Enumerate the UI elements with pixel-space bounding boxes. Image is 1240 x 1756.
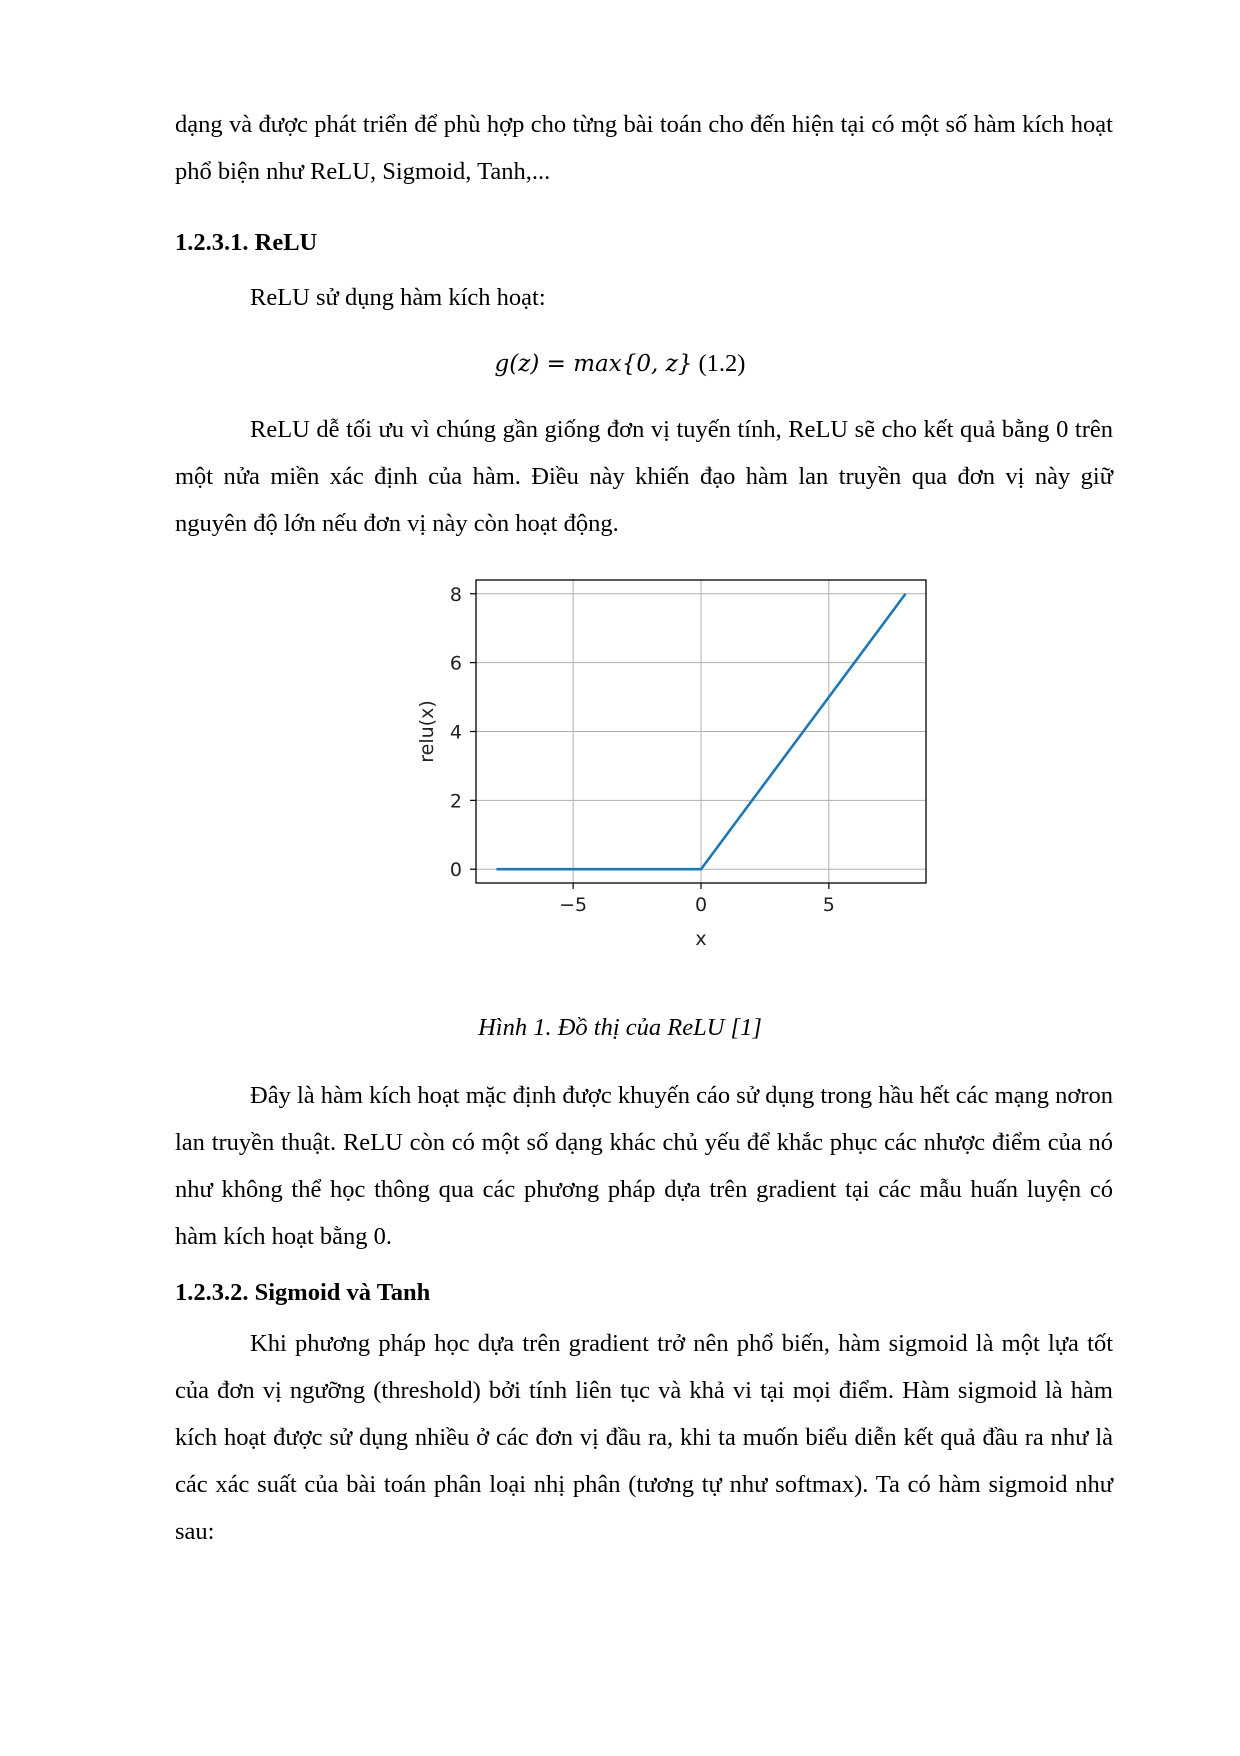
figure-caption: Hình 1. Đồ thị của ReLU [1] <box>478 1014 762 1041</box>
paragraph-intro: dạng và được phát triển để phù hợp cho từng bài toán cho đến hiện tại có một số hàm kích hoạt phổ biện như ReLU, Sigmoid, Tanh,... <box>175 111 1113 185</box>
y-tick-label: 6 <box>449 652 462 675</box>
x-axis-label: x <box>695 928 707 950</box>
x-tick-label: 0 <box>694 894 708 916</box>
relu-chart <box>400 570 940 980</box>
paragraph-relu-default: Đây là hàm kích hoạt mặc định được khuyến cáo sử dụng trong hầu hết các mạng nơron lan truyền thuật. ReLU còn có một số dạng khác chủ yếu để khắc phục các nhược điểm của nó như không thể học thông qua các phương pháp dựa trên gradient tại các mẫu huấn luyện có hàm kích hoạt bằng 0. <box>175 1082 1113 1250</box>
paragraph-sigmoid: Khi phương pháp học dựa trên gradient trở nên phổ biến, hàm sigmoid là một lựa tốt của đơn vị ngưỡng (threshold) bởi tính liên tục và khả vi tại mọi điểm. Hàm sigmoid là hàm kích hoạt được sử dụng nhiều ở các đơn vị đầu ra, khi ta muốn biểu diễn kết quả đầu ra như là các xác suất của bài toán phân loại nhị phân (tương tự như softmax). Ta có hàm sigmoid như sau: <box>175 1330 1113 1545</box>
paragraph-relu-description: ReLU dễ tối ưu vì chúng gần giống đơn vị tuyến tính, ReLU sẽ cho kết quả bằng 0 trên một nửa miền xác định của hàm. Điều này khiến đạo hàm lan truyền qua đơn vị này giữ nguyên độ lớn nếu đơn vị này còn hoạt động. <box>175 416 1113 537</box>
y-axis-label: relu(x) <box>416 700 438 763</box>
paragraph-relu-intro: ReLU sử dụng hàm kích hoạt: <box>250 284 546 311</box>
heading-relu: 1.2.3.1. ReLU <box>175 229 318 256</box>
y-tick-label: 8 <box>449 583 462 606</box>
y-tick-label: 0 <box>449 859 462 882</box>
x-tick-label: −5 <box>559 894 588 916</box>
x-tick-label: 5 <box>822 894 835 916</box>
equation-1-2 <box>0 349 1240 379</box>
heading-sigmoid-tanh: 1.2.3.2. Sigmoid và Tanh <box>175 1279 431 1306</box>
y-tick-label: 2 <box>449 790 462 813</box>
y-tick-label: 4 <box>449 721 462 744</box>
equation-number: (1.2) <box>698 350 746 377</box>
equation-math: g(z) = max{0, z} <box>494 351 693 377</box>
